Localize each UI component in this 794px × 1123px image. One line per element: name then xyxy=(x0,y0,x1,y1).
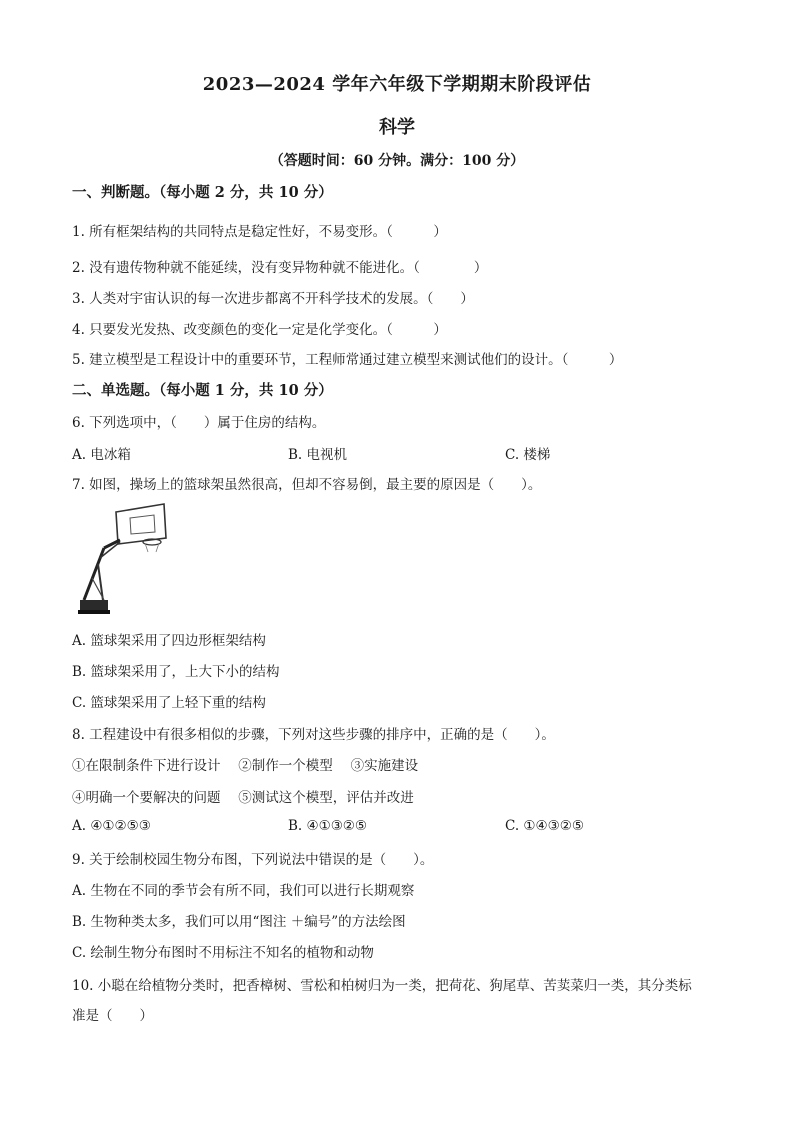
q7-option-a: A. 篮球架采用了四边形框架结构 xyxy=(72,633,266,649)
section-heading-true-false: 一、判断题。（每小题 2 分，共 10 分） xyxy=(72,184,333,201)
exam-title: 2023—2024 学年六年级下学期期末阶段评估 xyxy=(202,74,592,95)
subject-title: 科学 xyxy=(379,117,415,138)
question-3: 3. 人类对宇宙认识的每一次进步都离不开科学技术的发展。（ ） xyxy=(72,291,474,307)
q9-option-c: C. 绘制生物分布图时不用标注不知名的植物和动物 xyxy=(72,945,374,961)
q8-option-b: B. ④①③②⑤ xyxy=(288,818,368,834)
question-1: 1. 所有框架结构的共同特点是稳定性好，不易变形。（ ） xyxy=(72,224,447,240)
q8-option-c: C. ①④③②⑤ xyxy=(505,818,584,834)
question-6: 6. 下列选项中，（ ）属于住房的结构。 xyxy=(72,415,326,431)
q9-option-a: A. 生物在不同的季节会有所不同，我们可以进行长期观察 xyxy=(72,883,415,899)
q8-steps-line-1: ①在限制条件下进行设计 ②制作一个模型 ③实施建设 xyxy=(72,758,419,774)
question-9: 9. 关于绘制校园生物分布图，下列说法中错误的是（ ）。 xyxy=(72,852,434,868)
q6-option-a: A. 电冰箱 xyxy=(72,447,131,463)
question-10-line-2: 准是（ ） xyxy=(72,1008,153,1024)
question-2: 2. 没有遗传物种就不能延续，没有变异物种就不能进化。（ ） xyxy=(72,260,488,276)
q8-steps-line-2: ④明确一个要解决的问题 ⑤测试这个模型，评估并改进 xyxy=(72,790,414,806)
question-5: 5. 建立模型是工程设计中的重要环节，工程师常通过建立模型来测试他们的设计。（ ） xyxy=(72,352,623,368)
question-8: 8. 工程建设中有很多相似的步骤，下列对这些步骤的排序中，正确的是（ ）。 xyxy=(72,727,555,743)
question-4: 4. 只要发光发热、改变颜色的变化一定是化学变化。（ ） xyxy=(72,322,447,338)
q6-option-c: C. 楼梯 xyxy=(505,447,551,463)
q8-option-a: A. ④①②⑤③ xyxy=(72,818,151,834)
q7-option-b: B. 篮球架采用了，上大下小的结构 xyxy=(72,664,280,680)
q9-option-b: B. 生物种类太多，我们可以用“图注 ＋编号”的方法绘图 xyxy=(72,914,406,930)
q7-option-c: C. 篮球架采用了上轻下重的结构 xyxy=(72,695,266,711)
section-heading-single-choice: 二、单选题。（每小题 1 分，共 10 分） xyxy=(72,382,333,399)
q6-option-b: B. 电视机 xyxy=(288,447,348,463)
exam-info: （答题时间：60 分钟。满分：100 分） xyxy=(269,153,525,169)
question-7: 7. 如图，操场上的篮球架虽然很高，但却不容易倒，最主要的原因是（ ）。 xyxy=(72,477,542,493)
question-10-line-1: 10. 小聪在给植物分类时，把香樟树、雪松和柏树归为一类，把荷花、狗尾草、苦荬菜归一类，其分类标 xyxy=(72,978,692,994)
basketball-hoop-figure xyxy=(74,500,174,620)
